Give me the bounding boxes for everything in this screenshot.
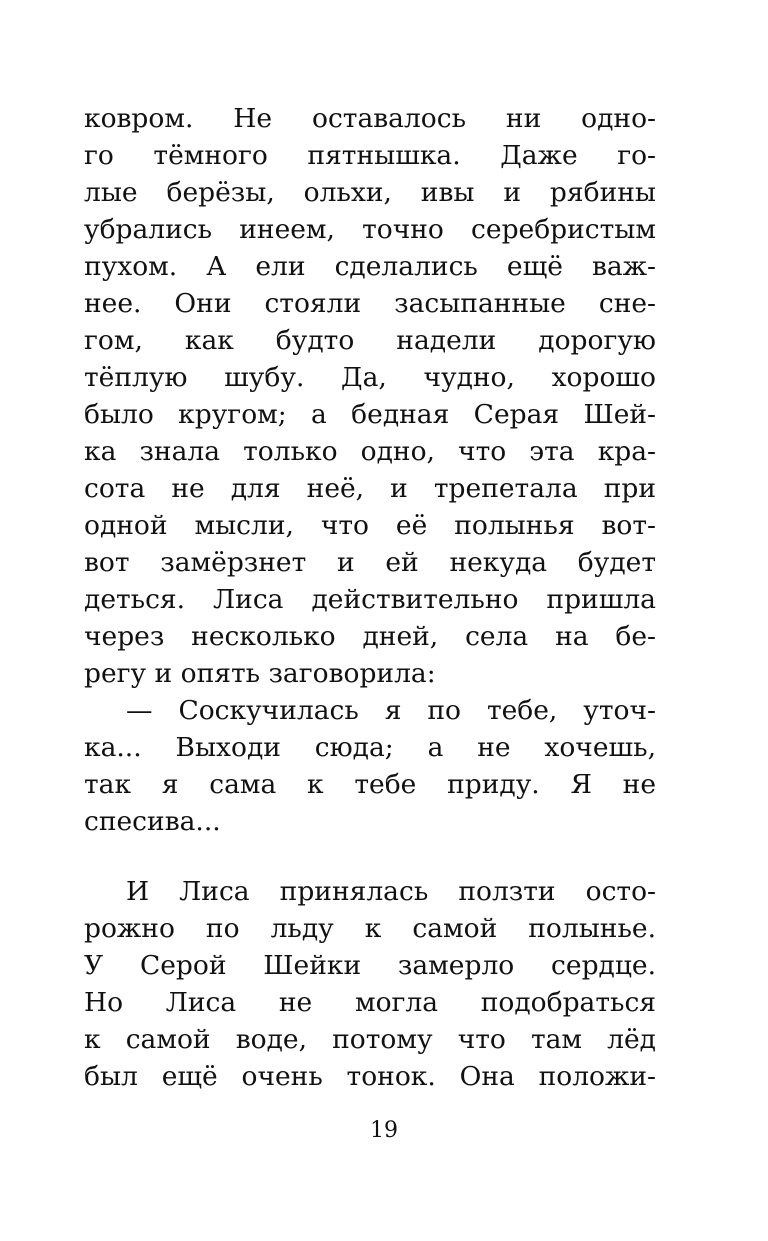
text-line: убрались инеем, точно серебристым [84, 214, 656, 245]
text-block-upper [84, 100, 656, 840]
page-number: 19 [370, 1118, 398, 1143]
text-line: тёплую шубу. Да, чудно, хорошо [84, 362, 656, 393]
text-line: было кругом; а бедная Серая Шей- [84, 399, 656, 430]
text-line: рожно по льду к самой полынье. [84, 913, 656, 944]
text-line: пухом. А ели сделались ещё важ- [84, 251, 656, 282]
text-line: У Серой Шейки замерло сердце. [84, 950, 656, 981]
text-line: гом, как будто надели дорогую [84, 325, 656, 356]
text-line: сота не для неё, и трепетала при [84, 473, 656, 504]
text-line: го тёмного пятнышка. Даже го- [84, 140, 656, 171]
text-line: ка знала только одно, что эта кра- [84, 436, 656, 467]
text-line: Но Лиса не могла подобраться [84, 987, 656, 1018]
text-line: деться. Лиса действительно пришла [84, 584, 656, 615]
text-line: И Лиса принялась ползти осто- [126, 876, 656, 907]
dialogue-line: — Соскучилась я по тебе, уточ- [126, 695, 656, 726]
text-line: нее. Они стояли засыпанные сне- [84, 288, 656, 319]
dialogue-line: спесива... [84, 806, 221, 837]
text-block-lower [84, 873, 656, 1095]
text-line: регу и опять заговорила: [84, 658, 436, 689]
text-line: к самой воде, потому что там лёд [84, 1024, 656, 1055]
dialogue-line: ка... Выходи сюда; а не хочешь, [84, 732, 656, 763]
text-line: лые берёзы, ольхи, ивы и рябины [84, 177, 656, 208]
text-line: через несколько дней, села на бе- [84, 621, 656, 652]
text-line: одной мысли, что её полынья вот- [84, 510, 656, 541]
text-line: вот замёрзнет и ей некуда будет [84, 547, 656, 578]
text-line: ковром. Не оставалось ни одно- [84, 103, 656, 134]
dialogue-line: так я сама к тебе приду. Я не [84, 769, 656, 800]
text-line: был ещё очень тонок. Она положи- [84, 1061, 656, 1092]
